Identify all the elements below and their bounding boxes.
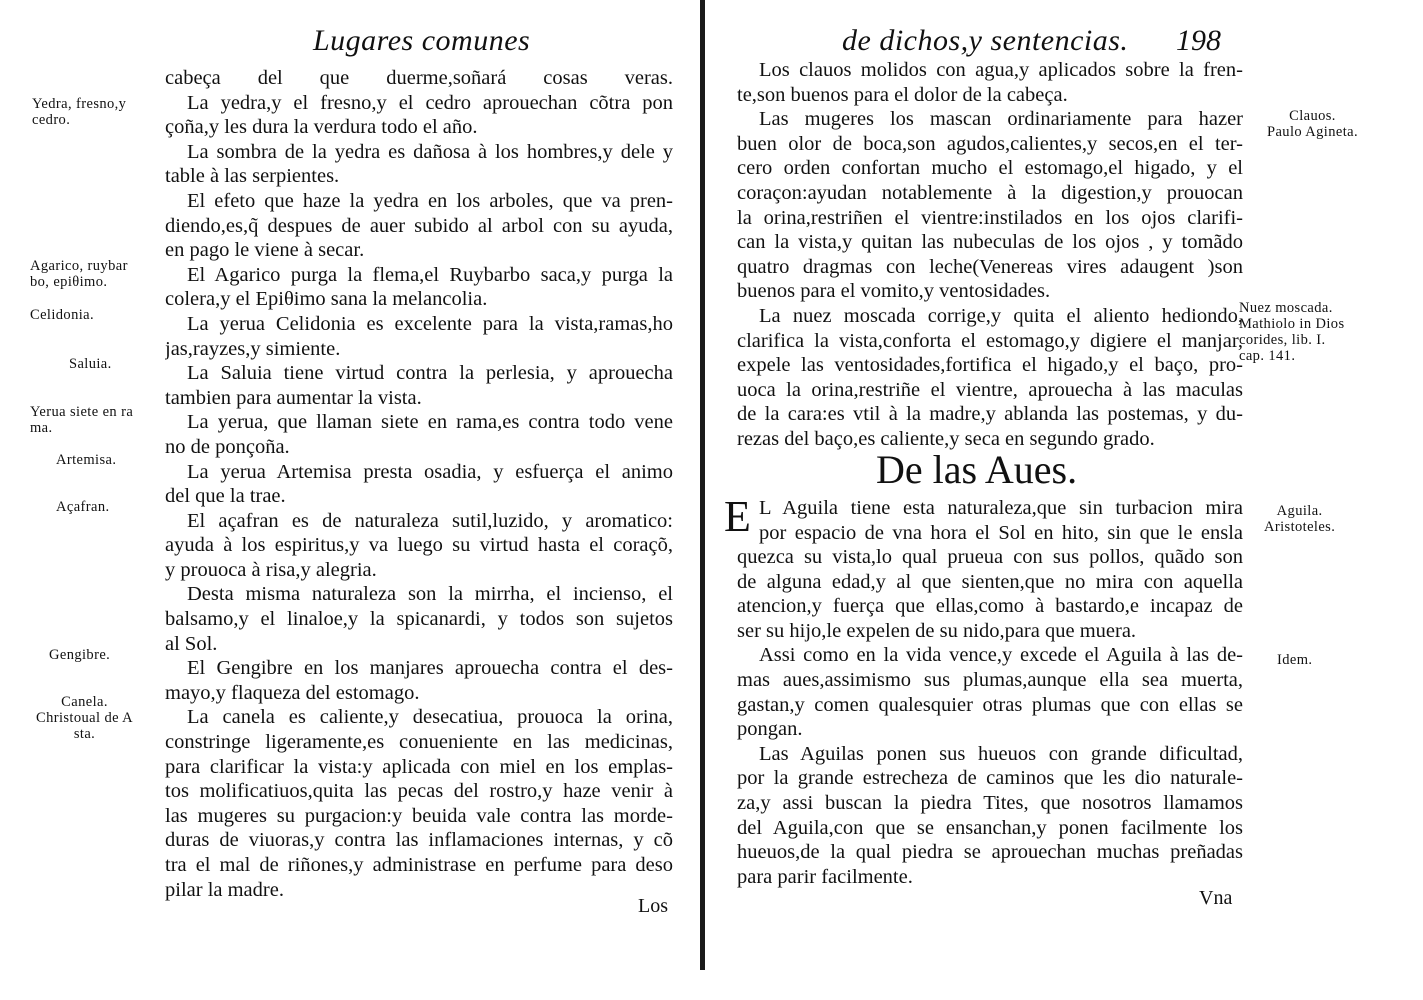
text-line: por espacio de vna hora el Sol en hito, sin que le ensla [759,521,1243,544]
margin-note-text: Idem. [1277,652,1313,668]
margin-note-yedra [32,96,126,128]
catchword-left: Los [638,895,668,917]
text-line: cabeça del que duerme,soñará cosas veras. [165,67,673,89]
text-line: por la grande estrecheza de caminos que les dio naturale- [737,767,1243,790]
book-gutter [700,0,705,970]
text-line: quezca su vista,lo qual prueua con sus pollos, quãdo son [737,546,1243,568]
margin-note-text: Canela. Christoual de A sta. [36,694,134,742]
text-line: de la cara:es vtil à la madre,y ablanda las postemas, y du- [737,403,1243,426]
text-line: del que la trae. [165,485,286,508]
margin-note-celidonia [30,307,94,323]
text-line: en pago le viene à secar. [165,239,365,262]
text-line: La yedra,y el fresno,y el cedro aprouechan cõtra pon [187,91,673,114]
text-line: El efeto que haze la yedra en los arboles, que va pren- [187,189,673,212]
text-line: tra el mal de riñones,y administrase en perfume para deso [165,854,673,876]
margin-note-agarico [30,258,128,290]
text-line: La Saluia tiene virtud contra la perlesia, y aprouecha [187,362,673,385]
text-line: uoca la orina,restriñe el vientre, aprouecha à las maculas [737,378,1243,401]
text-line: El açafran es de naturaleza sutil,luzido, y aromatico: [187,509,673,532]
running-head-right: de dichos,y sentencias. [842,24,1129,57]
text-line: balsamo,y el linaloe,y la spicanardi, y todos son sujetos [165,608,673,631]
text-line: La canela es caliente,y desecatiua, prouoca la orina, [187,706,673,729]
margin-note-text: Açafran. [56,499,110,515]
margin-note-gengibre [49,647,110,663]
text-line: buen olor de boca,son agudos,calientes,y secos,en el ter- [737,132,1243,155]
margin-note-text: Yedra, fresno,y cedro. [32,96,127,128]
text-line: pilar la madre. [165,878,284,901]
text-line: Desta misma naturaleza son la mirrha, el incienso, el [187,583,673,606]
text-line: ser su hijo,le expelen de su nido,para que muera. [737,619,1137,642]
margin-note-text: Artemisa. [56,452,117,468]
text-line: mayo,y flaqueza del estomago. [165,681,420,704]
text-line: L Aguila tiene esta naturaleza,que sin turbacion mira [759,497,1243,519]
text-line: del Aguila,con que se ensanchan,y ponen facilmente los [737,816,1243,839]
text-line: para clarificar la vista:y aplicada con miel en los emplas- [165,755,673,778]
text-line: duras de viuoras,y contra las inflamaciones internas, y cõ [165,829,673,852]
text-line: te,son buenos para el dolor de la cabeça. [737,83,1068,106]
text-line: para parir facilmente. [737,865,913,888]
text-line: can la vista,y quitan las nubeculas de los ojos , y tomãdo [737,231,1243,254]
text-line: las mugeres su purgacion:y beuida vale contra las morde- [165,804,673,827]
text-line: expele las ventosidades,fortifica el higado,y el baço, pro- [737,354,1243,377]
margin-note-text: Aguila. Aristoteles. [1264,503,1336,535]
text-line: diendo,es,q̃ despues de auer subido al arbol con su ayuda, [165,214,673,237]
margin-note-idem [1277,652,1312,668]
margin-note-canela [36,694,133,742]
text-line: La yerua Artemisa presta osadia, y esfuerça el animo [187,460,673,483]
text-line: la orina,restriñen el vientre:instilados en los ojos clarifi- [737,206,1243,229]
margin-note-yerua-siete [30,404,133,436]
text-line: table à las serpientes. [165,165,340,188]
text-line: colera,y el Epiθimo sana la melancolia. [165,288,488,311]
margin-note-nuez [1239,300,1345,364]
margin-note-text: Clauos. Paulo Agineta. [1267,108,1358,140]
margin-note-text: Agarico, ruybar bo, epiθimo. [30,258,128,290]
margin-note-text: Nuez moscada. Mathiolo in Dios corides, lib. I. cap. 141. [1239,300,1345,364]
text-line: gastan,y comen qualesquier otras plumas que con ellas se [737,693,1243,716]
text-line: buenos para el vomito,y ventosidades. [737,280,1051,303]
margin-note-saluia [69,356,112,372]
margin-note-text: Yerua siete en ra ma. [30,404,134,436]
text-line: de alguna edad,y al que sienten,que no mira con aquella [737,570,1243,593]
page-number: 198 [1176,24,1221,57]
right-body-text-top [737,58,1243,452]
text-line: rezas del baço,es caliente,y seca en segundo grado. [737,427,1155,450]
margin-note-text: Saluia. [69,356,112,372]
text-line: La yerua Celidonia es excelente para la vista,ramas,ho [187,312,673,335]
text-line: El Agarico purga la flema,el Ruybarbo saca,y purga la [187,263,673,286]
text-line: ayuda à los espiritus,y va luego su virtud hasta el coraçõ, [165,534,673,557]
right-body-text-bottom [759,496,1243,545]
text-line: al Sol. [165,632,218,655]
text-line: jas,rayzes,y simiente. [165,337,341,360]
text-line: hueuos,de la qual piedra se aprouechan muchas preñadas [737,841,1243,864]
right-body-text-bottom-rest [737,545,1243,889]
text-line: atencion,y fuerça que ellas,como à bastardo,e incapaz de [737,595,1243,618]
margin-note-text: Gengibre. [49,647,111,663]
right-page [712,0,1423,1000]
text-line: y prouoca à risa,y alegria. [165,558,377,581]
text-line: pongan. [737,718,803,741]
text-line: mas aues,assimismo sus plumas,aunque ella sea muerta, [737,668,1243,691]
margin-note-text: Celidonia. [30,307,95,323]
text-line: Los clauos molidos con agua,y aplicados sobre la fren- [759,59,1243,81]
margin-note-artemisa [56,452,116,468]
text-line: La nuez moscada corrige,y quita el aliento hediondo, [759,304,1243,327]
catchword-right: Vna [1199,887,1233,909]
margin-note-clauos [1267,108,1358,140]
text-line: Las mugeres los mascan ordinariamente para hazer [759,108,1243,131]
text-line: quatro dragmas con leche(Venereas vires adaugent )son [737,255,1243,278]
text-line: constringe ligeramente,es conueniente en las medicinas, [165,731,673,754]
text-line: za,y assi buscan la piedra Tites, que nosotros llamamos [737,791,1243,814]
text-line: Assi como en la vida vence,y excede el Aguila à las de- [759,644,1243,667]
text-line: clarifica la vista,conforta el estomago,y digiere el manjar, [737,329,1243,352]
text-line: El Gengibre en los manjares aprouecha contra el des- [187,657,673,680]
section-heading: De las Aues. [876,447,1078,492]
text-line: tos molificatiuos,quita las pecas del rostro,y haze venir à [165,780,673,803]
text-line: coraçon:ayudan notablemente à la digestion,y prouocan [737,181,1243,204]
text-line: La sombra de la yedra es dañosa à los hombres,y dele y [187,140,673,163]
margin-note-aguila [1264,503,1335,535]
text-line: tambien para aumentar la vista. [165,386,422,409]
running-head-left: Lugares comunes [313,24,531,57]
text-line: no de ponçoña. [165,435,290,458]
margin-note-acafran [56,499,110,515]
text-line: cero orden confortan mucho el estomago,el higado, y el [737,157,1243,180]
text-line: çoña,y les dura la verdura todo el año. [165,116,478,139]
text-line: La yerua, que llaman siete en rama,es contra todo vene [187,411,673,434]
left-page [0,0,700,1000]
drop-cap: E [724,492,751,541]
left-body-text [165,66,673,902]
text-line: Las Aguilas ponen sus hueuos con grande dificultad, [759,742,1243,765]
